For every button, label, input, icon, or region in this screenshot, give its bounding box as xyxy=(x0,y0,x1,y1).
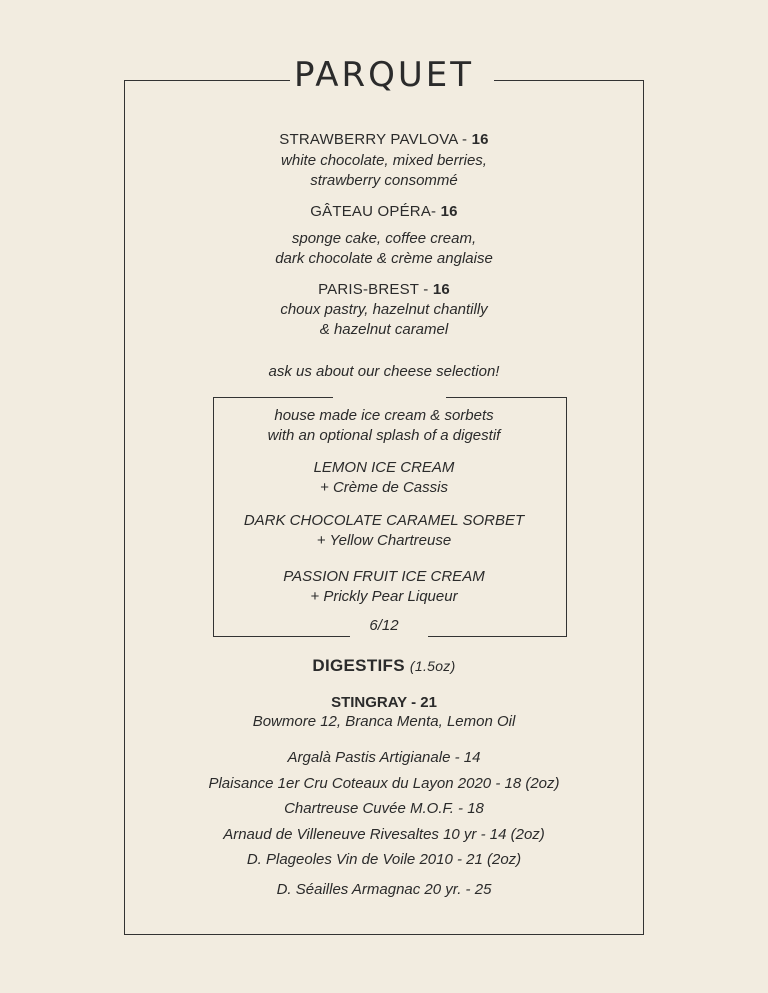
dessert-desc: dark chocolate & crème anglaise xyxy=(275,250,493,267)
dessert-desc: choux pastry, hazelnut chantilly xyxy=(280,301,488,318)
dessert-title xyxy=(0,203,768,220)
box-top-left-rule xyxy=(213,397,333,398)
dessert-price: 16 xyxy=(471,131,489,148)
digestif-item: Argalà Pastis Artigianale - 14 xyxy=(287,749,481,766)
dessert-price: 16 xyxy=(440,203,458,220)
ice-cream-name: DARK CHOCOLATE CARAMEL SORBET xyxy=(243,512,525,529)
dessert-name: STRAWBERRY PAVLOVA - xyxy=(279,131,472,148)
cocktail-name: STINGRAY - 21 xyxy=(331,694,437,711)
digestifs-title: DIGESTIFS xyxy=(312,656,405,675)
dessert-desc: & hazelnut caramel xyxy=(319,321,449,338)
dessert-desc: sponge cake, coffee cream, xyxy=(291,230,477,247)
dessert-title xyxy=(0,281,768,298)
cocktail-desc: Bowmore 12, Branca Menta, Lemon Oil xyxy=(252,713,516,730)
ice-cream-name: PASSION FRUIT ICE CREAM xyxy=(283,568,485,585)
box-top-right-rule xyxy=(446,397,567,398)
digestifs-size: (1.5oz) xyxy=(409,658,456,674)
ice-cream-intro: with an optional splash of a digestif xyxy=(267,427,501,444)
ice-cream-name: LEMON ICE CREAM xyxy=(313,459,455,476)
dessert-desc: strawberry consommé xyxy=(310,172,458,189)
box-bottom-right-rule xyxy=(428,636,567,637)
ice-cream-pairing: + Prickly Pear Liqueur xyxy=(310,588,458,605)
box-bottom-left-rule xyxy=(213,636,350,637)
dessert-price: 16 xyxy=(432,281,450,298)
digestif-item: Arnaud de Villeneuve Rivesaltes 10 yr - 14 (2oz) xyxy=(223,826,545,843)
dessert-desc: white chocolate, mixed berries, xyxy=(281,152,487,169)
digestif-item: D. Séailles Armagnac 20 yr. - 25 xyxy=(276,881,492,898)
ice-cream-pairing: + Crème de Cassis xyxy=(320,479,448,496)
dessert-title xyxy=(0,131,768,148)
digestifs-heading xyxy=(0,656,768,676)
digestif-item: D. Plageoles Vin de Voile 2010 - 21 (2oz) xyxy=(246,851,522,868)
ice-cream-price: 6/12 xyxy=(369,617,399,634)
ice-cream-pairing: + Yellow Chartreuse xyxy=(316,532,452,549)
dessert-name: PARIS-BREST - xyxy=(318,281,433,298)
digestif-item: Plaisance 1er Cru Coteaux du Layon 2020 - 18 (2oz) xyxy=(208,775,560,792)
brand-title: PARQUET xyxy=(293,55,475,95)
digestif-item: Chartreuse Cuvée M.O.F. - 18 xyxy=(284,800,484,817)
cheese-note: ask us about our cheese selection! xyxy=(268,363,500,380)
ice-cream-intro: house made ice cream & sorbets xyxy=(274,407,494,424)
dessert-name: GÂTEAU OPÉRA- xyxy=(310,203,441,220)
